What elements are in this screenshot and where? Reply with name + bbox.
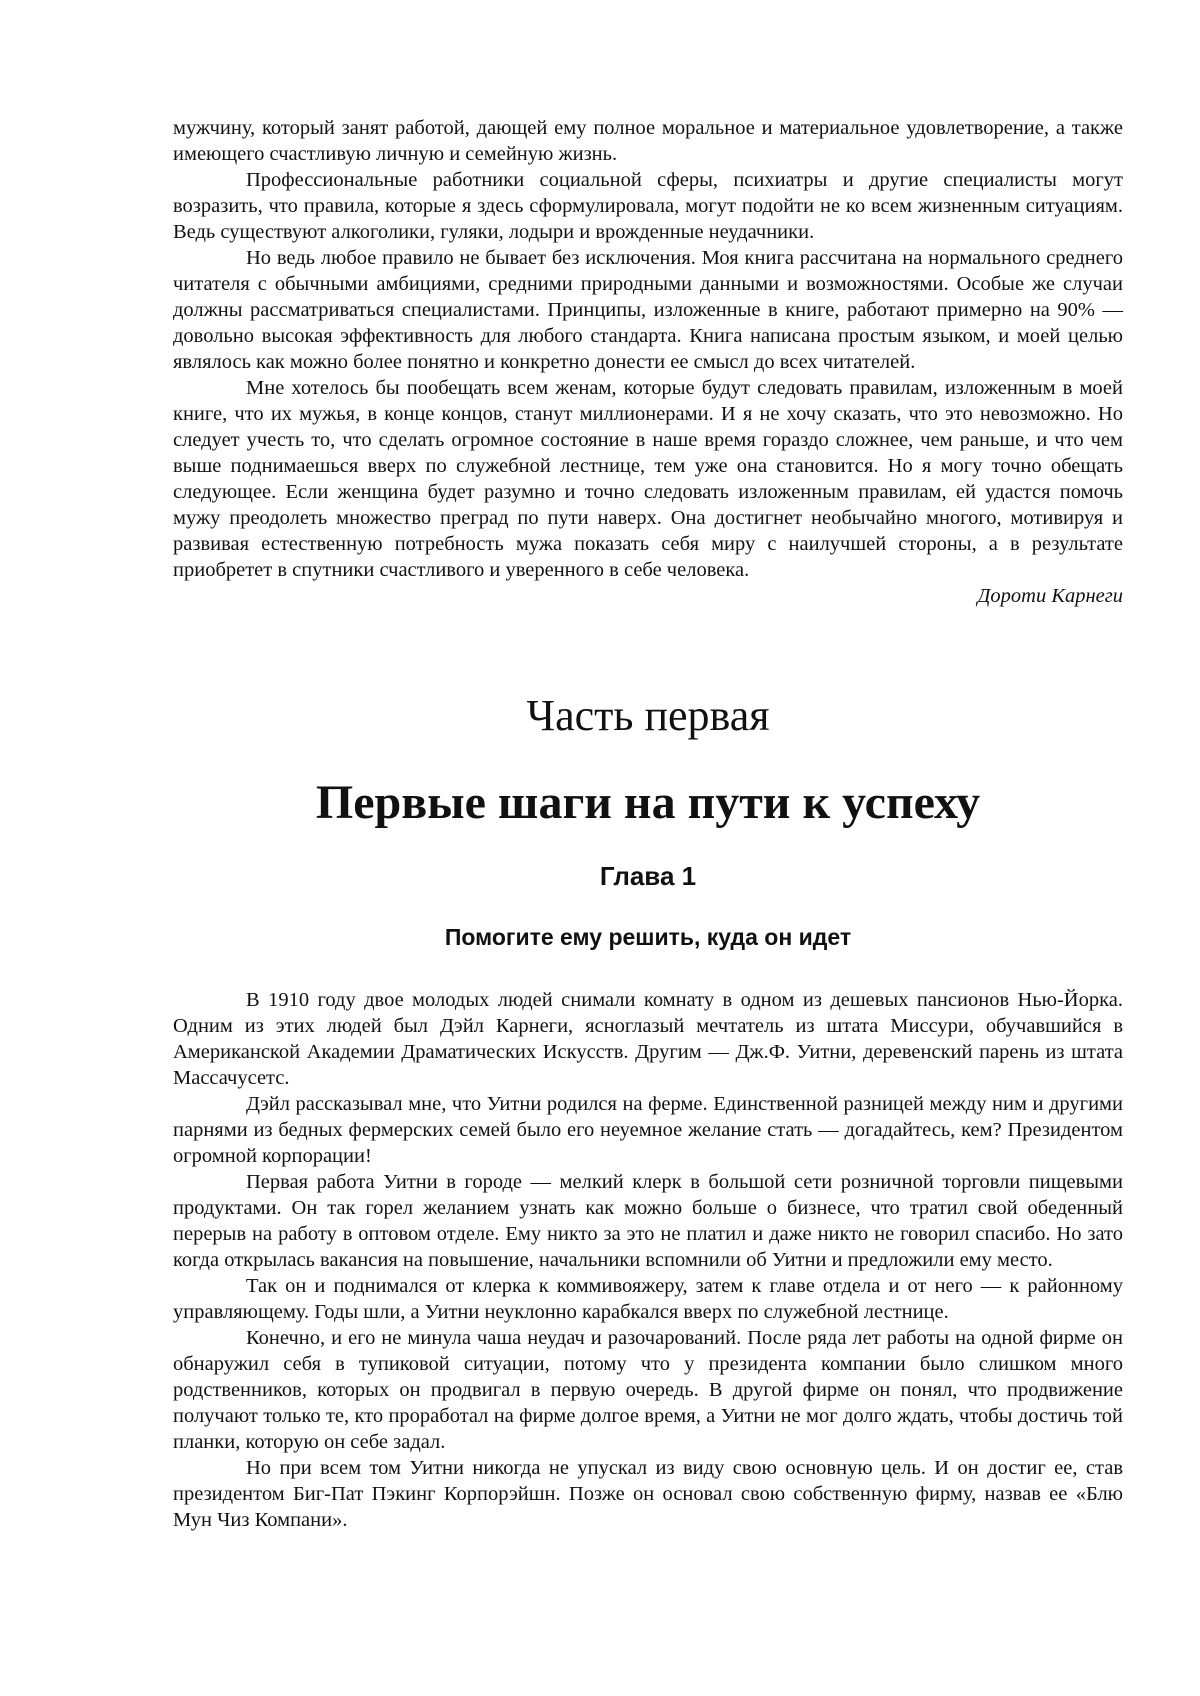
chapter-number: Глава 1 — [599, 861, 697, 891]
intro-paragraph-2: Профессиональные работники социальной сферы, психиатры и другие специалисты могут возразить, что правила, которые я здесь сформулировала, могут подойти не ко всем жизненным ситуациям. Ведь существуют алкоголики, гуляки, лодыри и врожденные неудачники. — [173, 169, 1123, 243]
intro-paragraph-1: мужчину, который занят работой, дающей ему полное моральное и материальное удовлетворение, а также имеющего счастливую личную и семейную жизнь. — [173, 117, 1123, 165]
intro-section — [173, 115, 1123, 609]
intro-paragraph-3: Но ведь любое правило не бывает без исключения. Моя книга рассчитана на нормального среднего читателя с обычными амбициями, средними природными данными и возможностями. Особые же случаи должны рассматриваться специалистами. Принципы, изложенные в книге, работают примерно на 90% — довольно высокая эффективность для любого стандарта. Книга написана простым языком, и моей целью являлось как можно более понятно и конкретно донести ее смысл до всех читателей. — [173, 247, 1123, 373]
author-signature: Дороти Карнеги — [977, 585, 1123, 607]
chapter-paragraph-2: Дэйл рассказывал мне, что Уитни родился на ферме. Единственной разницей между ним и другими парнями из бедных фермерских семей было его неуемное желание стать — догадайтесь, кем? Президентом огромной корпорации! — [173, 1093, 1123, 1167]
intro-paragraph-4: Мне хотелось бы пообещать всем женам, которые будут следовать правилам, изложенным в моей книге, что их мужья, в конце концов, станут миллионерами. И я не хочу сказать, что это невозможно. Но следует учесть то, что сделать огромное состояние в наше время гораздо сложнее, чем раньше, и что чем выше поднимаешься вверх по служебной лестнице, тем уже она становится. Но я могу точно обещать следующее. Если женщина будет разумно и точно следовать изложенным правилам, ей удастся помочь мужу преодолеть множество преград по пути наверх. Она достигнет необычайно многого, мотивируя и развивая естественную потребность мужа показать себя миру с наилучшей стороны, а в результате приобретет в спутники счастливого и уверенного в себе человека. — [173, 377, 1123, 581]
chapter-paragraph-4: Так он и поднимался от клерка к коммивояжеру, затем к главе отдела и от него — к районному управляющему. Годы шли, а Уитни неуклонно карабкался вверх по служебной лестнице. — [173, 1275, 1123, 1323]
section-title: Первые шаги на пути к успеху — [315, 776, 981, 829]
chapter-paragraph-1: В 1910 году двое молодых людей снимали комнату в одном из дешевых пансионов Нью-Йорка. Одним из этих людей был Дэйл Карнеги, ясноглазый мечтатель из штата Миссури, обучавшийся в Американской Академии Драматических Искусств. Другим — Дж.Ф. Уитни, деревенский парень из штата Массачусетс. — [173, 989, 1123, 1089]
chapter-paragraph-6: Но при всем том Уитни никогда не упускал из виду свою основную цель. И он достиг ее, став президентом Биг-Пат Пэкинг Корпорэйшн. Позже он основал свою собственную фирму, назвав ее «Блю Мун Чиз Компани». — [173, 1457, 1123, 1531]
chapter-paragraph-3: Первая работа Уитни в городе — мелкий клерк в большой сети розничной торговли пищевыми продуктами. Он так горел желанием узнать как можно больше о бизнесе, что тратил свой обеденный перерыв на работу в оптовом отделе. Ему никто за это не платил и даже никто не говорил спасибо. Но зато когда открылась вакансия на повышение, начальники вспомнили об Уитни и предложили ему место. — [173, 1171, 1123, 1271]
part-heading: Часть первая — [526, 691, 770, 740]
chapter-paragraph-5: Конечно, и его не минула чаша неудач и разочарований. После ряда лет работы на одной фирме он обнаружил себя в тупиковой ситуации, потому что у президента компании было слишком много родственников, которых он продвигал в первую очередь. В другой фирме он понял, что продвижение получают только те, кто проработал на фирме долгое время, а Уитни не мог долго ждать, чтобы достичь той планки, которую он себе задал. — [173, 1327, 1123, 1453]
chapter-body — [173, 987, 1123, 1533]
chapter-title: Помогите ему решить, куда он идет — [444, 924, 852, 950]
